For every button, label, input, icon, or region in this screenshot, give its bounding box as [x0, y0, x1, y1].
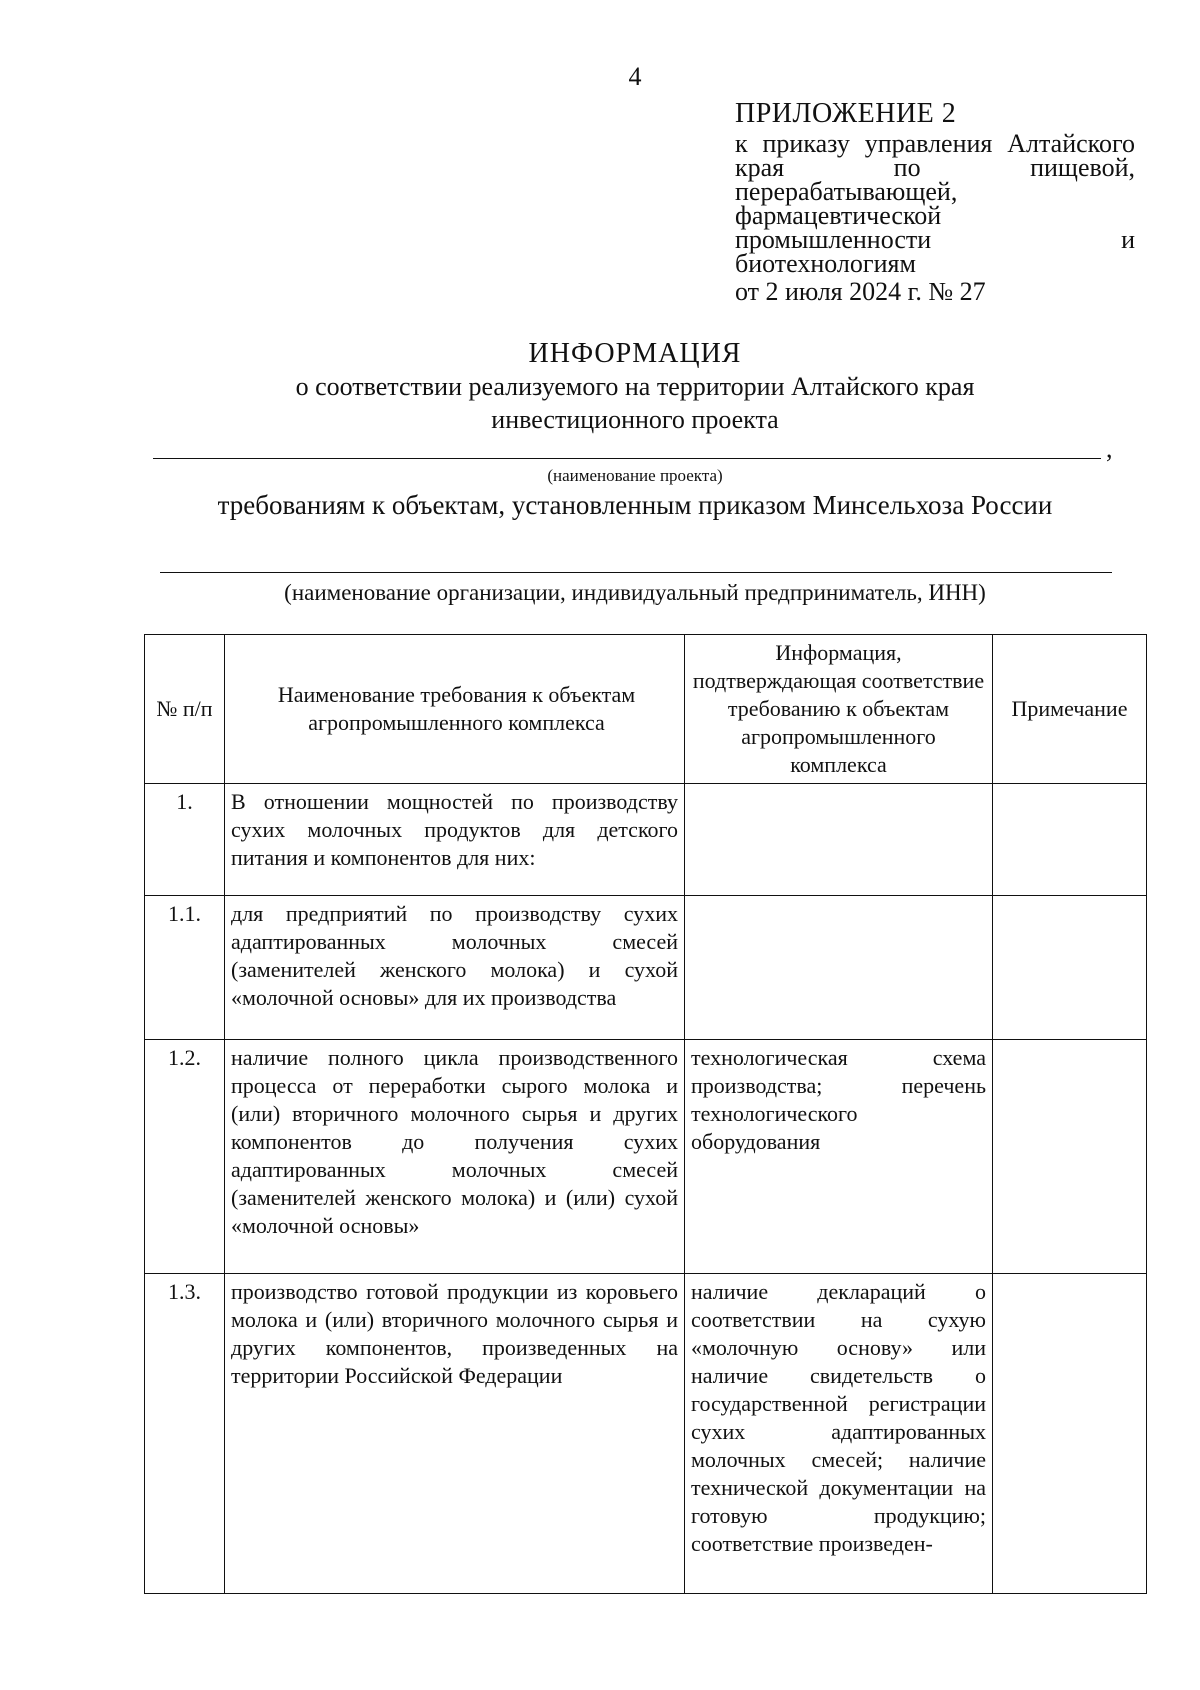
page-number: 4 — [628, 62, 642, 91]
row-requirement: В отношении мощностей по производству сухих молочных продуктов для детского питания и компонентов для них: — [225, 784, 685, 896]
requirements-table — [144, 634, 1147, 1594]
appendix-text: к приказу управления Алтайского края по пищевой, перерабатывающей, фармацевтической промышленности и биотехнологиям — [735, 129, 1135, 278]
row-num: 1.2. — [145, 1040, 225, 1274]
row-num: 1.3. — [145, 1274, 225, 1594]
table-row — [145, 1274, 1147, 1594]
row-num: 1.1. — [145, 896, 225, 1040]
table-row — [145, 1040, 1147, 1274]
header-requirement: Наименование требования к объектам агропромышленного комплекса — [225, 635, 685, 784]
appendix-title: ПРИЛОЖЕНИЕ 2 — [735, 98, 957, 129]
row-requirement: для предприятий по производству сухих адаптированных молочных смесей (заменителей женского молока) и сухой «молочной основы» для их производства — [225, 896, 685, 1040]
row-info — [685, 784, 993, 896]
row-num: 1. — [145, 784, 225, 896]
project-caption: (наименование проекта) — [547, 466, 723, 485]
project-line-comma: , — [1106, 434, 1113, 463]
table-row — [145, 896, 1147, 1040]
table-header-row — [145, 635, 1147, 784]
appendix-date: от 2 июля 2024 г. № 27 — [735, 277, 986, 306]
row-info: наличие деклараций о соответствии на сухую «молочную основу» или наличие свидетельств о государственной регистрации сухих адаптированных молочных смесей; наличие технической документации на готовую продукцию; соответствие произведен- — [685, 1274, 993, 1594]
requirements-line: требованиям к объектам, установленным приказом Минсельхоза России — [217, 490, 1053, 520]
subtitle-line-1: о соответствии реализуемого на территории Алтайского края — [295, 372, 975, 401]
header-info: Информация, подтверждающая соответствие требованию к объектам агропромышленного комплекса — [685, 635, 993, 784]
row-info — [685, 896, 993, 1040]
row-requirement: производство готовой продукции из коровьего молока и (или) вторичного молочного сырья и других компонентов, произведенных на территории Российской Федерации — [225, 1274, 685, 1594]
header-note: Примечание — [993, 635, 1147, 784]
organization-name-line — [160, 572, 1112, 573]
header-num: № п/п — [145, 635, 225, 784]
row-note — [993, 1274, 1147, 1594]
appendix-block — [735, 98, 1135, 306]
row-note — [993, 784, 1147, 896]
subtitle-line-2: инвестиционного проекта — [491, 405, 779, 434]
row-note — [993, 896, 1147, 1040]
table-row — [145, 784, 1147, 896]
document-subtitle — [150, 370, 1120, 436]
row-info: технологическая схема производства; перечень технологического оборудования — [685, 1040, 993, 1274]
row-requirement: наличие полного цикла производственного процесса от переработки сырого молока и (или) вторичного молочного сырья и других компонентов до получения сухих адаптированных молочных смесей (заменителей женского молока) и (или) сухой «молочной основы» — [225, 1040, 685, 1274]
organization-caption: (наименование организации, индивидуальный предприниматель, ИНН) — [284, 580, 986, 605]
project-name-line — [153, 458, 1101, 459]
document-title: ИНФОРМАЦИЯ — [528, 338, 742, 369]
row-note — [993, 1040, 1147, 1274]
